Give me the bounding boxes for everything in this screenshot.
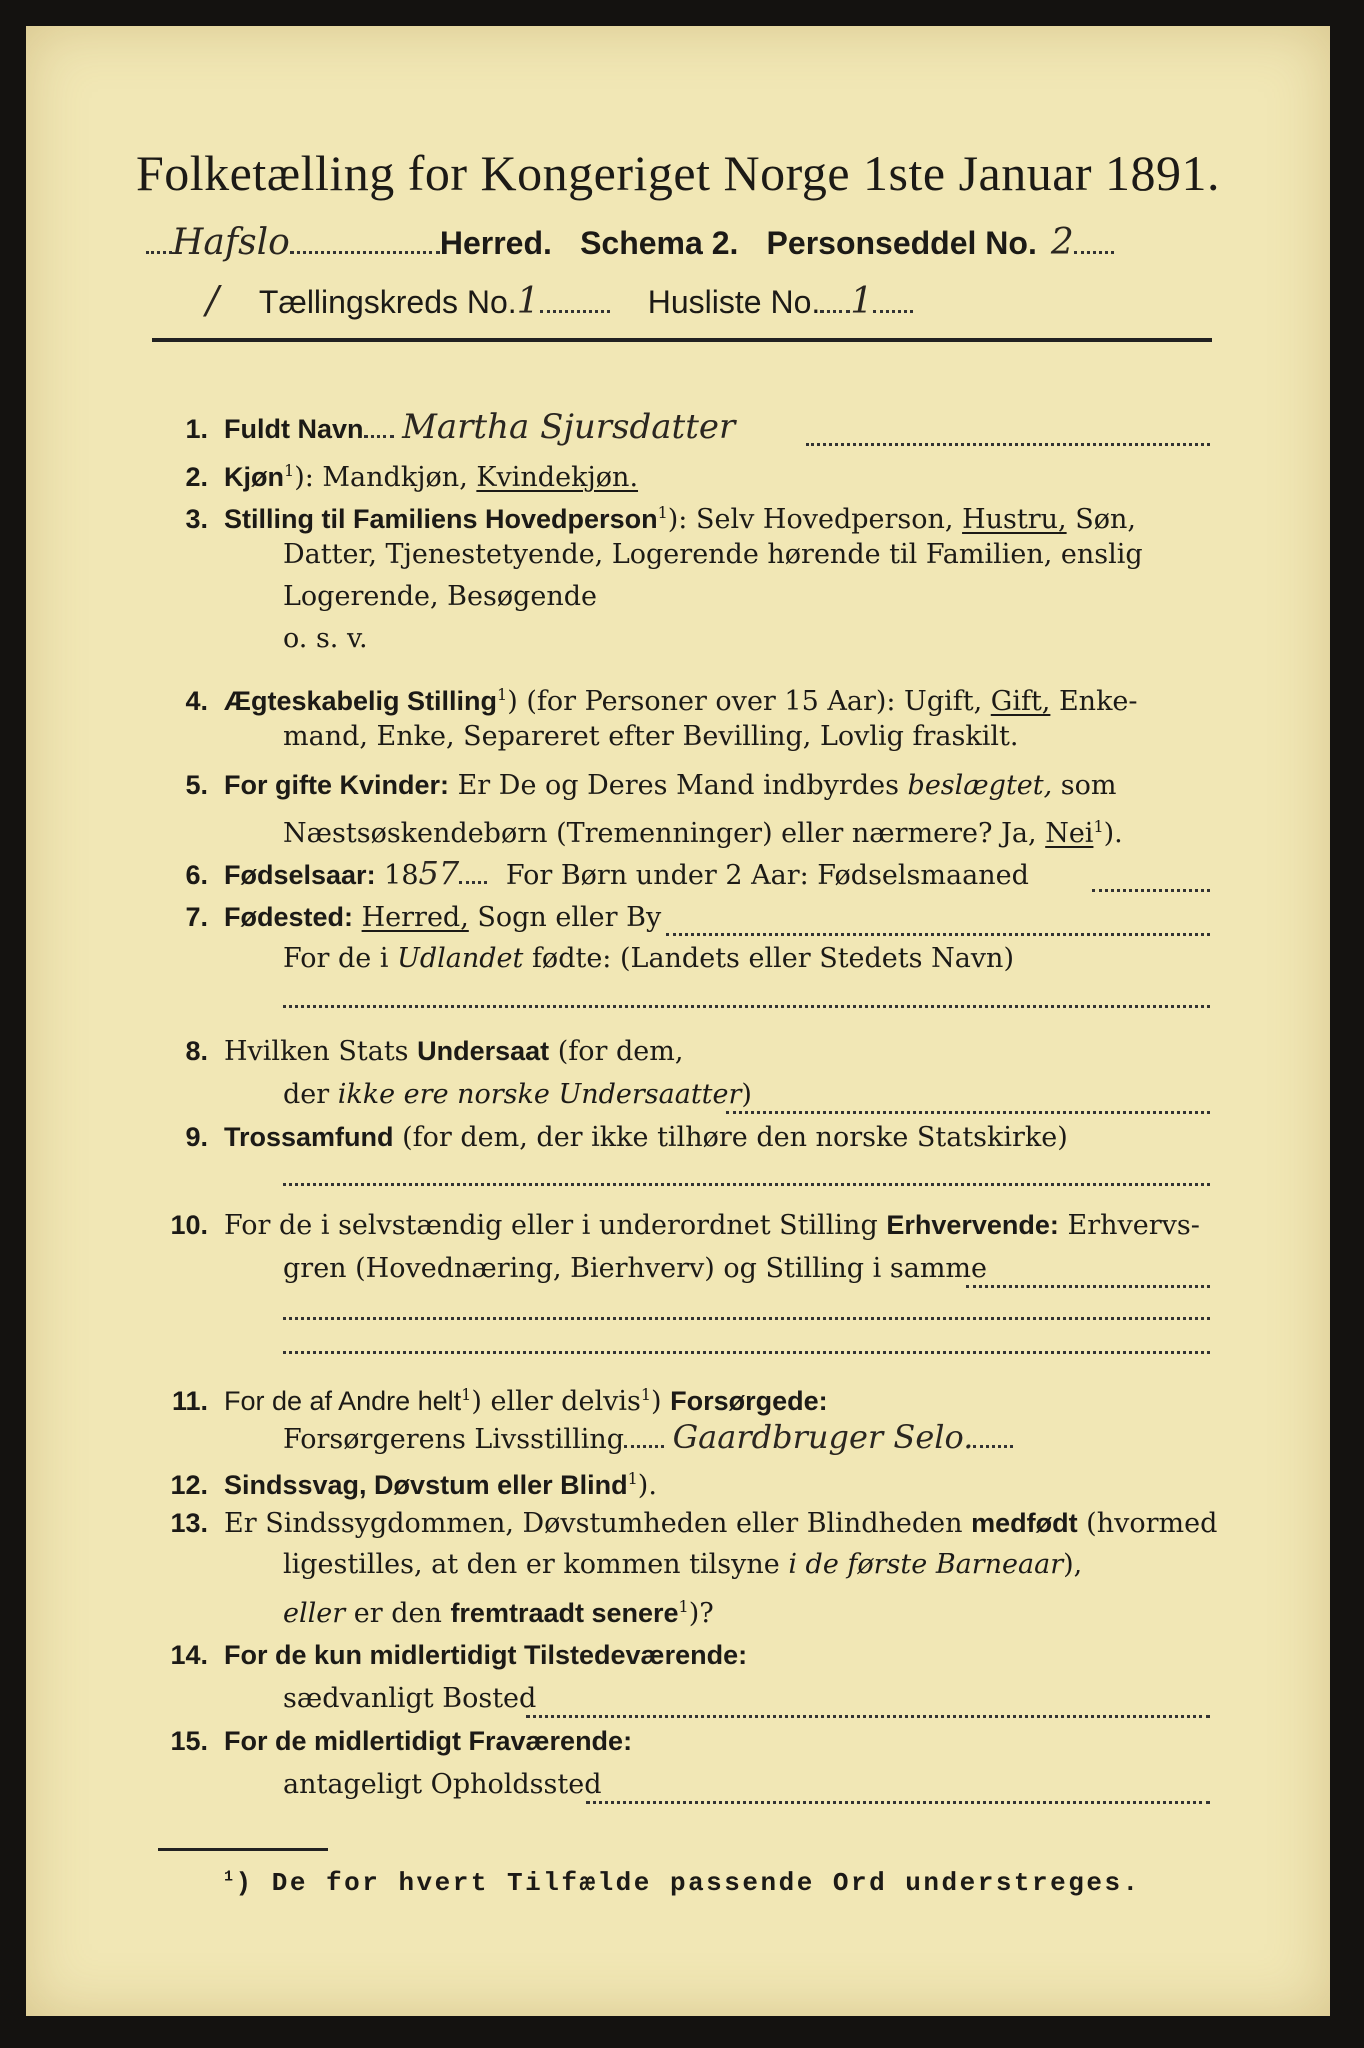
q8-row: 8. Hvilken Stats Undersaat (for dem, — [185, 1036, 684, 1067]
header-herred-row — [146, 222, 1114, 263]
footnote-divider — [158, 1848, 328, 1851]
q6-birth-year-value: 57 — [418, 854, 460, 892]
q2-selected-option: Kvindekjøn. — [476, 462, 639, 493]
q4-row: 4. Ægteskabelig Stilling$^1$) (for Personer over 15 Aar): Ugift, Gift, Enke- — [185, 685, 1138, 717]
q13-row: 13. Er Sindssygdommen, Døvstumheden eller Blindheden medfødt (hvormed — [170, 1508, 1218, 1539]
husliste-value: 1 — [850, 281, 874, 322]
footnote: $^1$) De for hvert Tilfælde passende Ord understreges. — [224, 1868, 1141, 1898]
form-title: Folketælling for Kongeriget Norge 1ste Januar 1891. — [135, 145, 1221, 201]
personseddel-label: Personseddel No. — [766, 225, 1037, 261]
q5-row: 5. For gifte Kvinder: Er De og Deres Mand indbyrdes beslægtet, som — [185, 770, 1117, 801]
header-divider — [152, 338, 1212, 342]
q15-row: 15. For de midlertidigt Fraværende: — [170, 1726, 633, 1756]
q10-row: 10. For de i selvstændig eller i underordnet Stilling Erhvervende: Erhvervs- — [170, 1210, 1200, 1241]
husliste-label: Husliste No. — [647, 284, 821, 320]
schema-label: Schema 2. — [580, 225, 739, 261]
q7-row: 7. Fødested: Herred, Sogn eller By — [185, 902, 662, 933]
q4-selected-option: Gift, — [990, 686, 1051, 717]
q9-row: 9. Trossamfund (for dem, der ikke tilhøre den norske Statskirke) — [185, 1122, 1068, 1153]
q5-selected-option: Nei — [1045, 818, 1094, 849]
q1-label: Fuldt Navn — [224, 414, 364, 444]
q3-row: 3. Stilling til Familiens Hovedperson$^1$): Selv Hovedperson, Hustru, Søn, — [185, 503, 1136, 535]
q11-provider-occupation-value: Gaardbruger Selo. — [672, 1418, 974, 1456]
q14-row: 14. For de kun midlertidigt Tilstedeværende: — [170, 1640, 748, 1670]
q2-row: 2. Kjøn$^1$): Mandkjøn, Kvindekjøn. — [185, 461, 639, 493]
q6-row: 6. Fødselsaar: 1857 For Børn under 2 Aar: Fødselsmaaned — [185, 854, 1029, 892]
q3-selected-option: Hustru, — [962, 504, 1067, 535]
kreds-value: 1 — [516, 281, 540, 322]
herred-label: Herred. — [439, 225, 552, 261]
margin-mark: / — [206, 278, 219, 322]
q7-selected-option: Herred, — [361, 902, 469, 933]
herred-value: Hafslo — [172, 222, 290, 263]
q11-row: 11. For de af Andre helt$^1$) eller delvis$^1$) Forsørgede: — [171, 1385, 828, 1417]
q1-row: 1. Fuldt Navn Martha Sjursdatter — [185, 407, 736, 447]
q1-name-value: Martha Sjursdatter — [402, 407, 736, 447]
census-form-sheet: Folketælling for Kongeriget Norge 1ste Januar 1891. Hafslo Herred. Schema 2. Personseddel No. 2 / Tællingskreds No.1 Husliste No. 1 1. Fuldt Navn Martha Sjursdatter 2. Kjøn$^1$): Mandkjøn, Kvindekjøn. 3. Stilling til Familiens Hovedperson$^1$): Selv Hovedperson, Hustru, Søn, Datter, Tjenestetyende, Logerende hørende til Familien, enslig Logerende, Besøgende o. s. v. 4. Ægteskabelig Stilling$^1$) (for Personer over 15 Aar): Ugift, Gift, Enke- mand, Enke, Separeret efter Bevilling, Lovlig fraskilt. 5. For gifte Kvinder: Er De og Deres Mand indbyrdes beslægtet, som Næstsøskendebørn (Tremenninger) eller nærmere? Ja, Nei$^1$). 6. Fødselsaar: 1857 For Børn under 2 Aar: Fødselsmaaned 7. Fødested: Herred, Sogn eller By For de i Udlandet fødte: (Landets eller Stedets Navn) 8. Hvilken Stats Undersaat (for dem, der ikke ere norske Undersaatter) 9. Trossamfund (for dem, der ikke tilhøre den norske Statskirke) 10. For de i selvstændig eller i underordnet Stilling Erhvervende: Erhvervs- gren (Hovednæring, Bierhverv) og Stilling i samme 11. For de af Andre helt$^1$) eller delvis$^1$) Forsørgede: Forsørgerens Livsstilling Gaardbruger Selo. 12. Sindssvag, Døvstum eller Blind$^1$). 13. Er Sindssygdommen, Døvstumheden eller Blindheden medfødt (hvormed ligestilles, at den er kommen tilsyne i de første Barneaar), eller er den fremtraadt senere$^1$)? 14. For de kun midlertidigt Tilstedeværende: sædvanligt Bosted 15. For de midlertidigt Fraværende: antageligt Opholdssted $^1$) De for hvert Tilfælde passende Ord understreges. — [26, 26, 1330, 2016]
personseddel-value: 2 — [1050, 222, 1074, 263]
header-kreds-row — [206, 278, 913, 322]
kreds-label: Tællingskreds No. — [258, 284, 517, 320]
q12-row: 12. Sindssvag, Døvstum eller Blind$^1$). — [170, 1469, 657, 1501]
